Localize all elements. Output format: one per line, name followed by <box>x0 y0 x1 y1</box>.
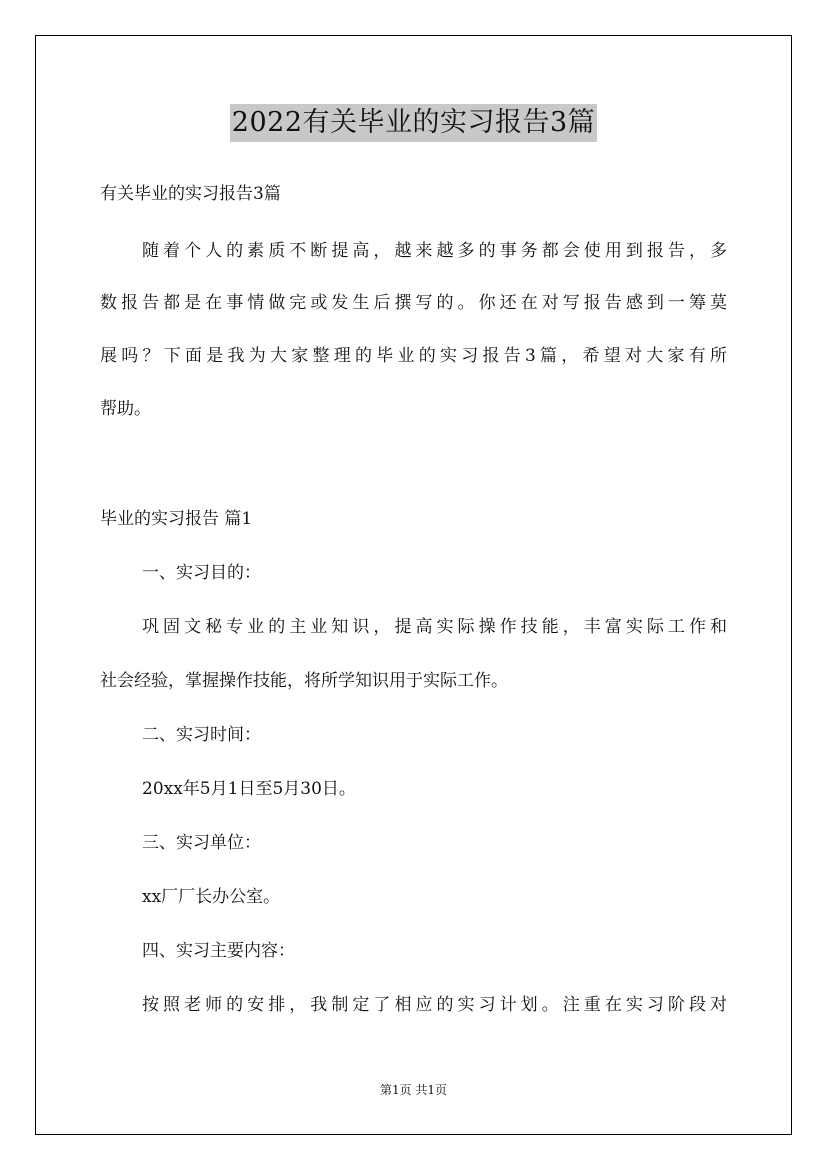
content-heading: 四、实习主要内容： <box>142 941 295 961</box>
intro-line-3: 展吗？下面是我为大家整理的毕业的实习报告3篇，希望对大家有所 <box>100 346 727 366</box>
purpose-line-1: 巩固文秘专业的主业知识，提高实际操作技能，丰富实际工作和 <box>142 617 727 637</box>
intro-line-1: 随着个人的素质不断提高，越来越多的事务都会使用到报告，多 <box>142 241 727 261</box>
time-heading: 二、实习时间： <box>142 725 261 745</box>
title-container <box>0 104 827 142</box>
intro-line-2: 数报告都是在事情做完或发生后撰写的。你还在对写报告感到一筹莫 <box>100 293 727 313</box>
content-line-1: 按照老师的安排，我制定了相应的实习计划。注重在实习阶段对 <box>142 995 727 1015</box>
intro-line-4: 帮助。 <box>100 399 151 419</box>
page-footer: 第1页 共1页 <box>379 1083 448 1097</box>
document-subtitle: 有关毕业的实习报告3篇 <box>100 184 281 204</box>
time-text: 20xx年5月1日至5月30日。 <box>142 779 356 799</box>
purpose-heading: 一、实习目的： <box>142 563 261 583</box>
unit-heading: 三、实习单位： <box>142 833 261 853</box>
unit-text: xx厂厂长办公室。 <box>142 887 281 907</box>
purpose-line-2: 社会经验，掌握操作技能，将所学知识用于实际工作。 <box>100 671 508 691</box>
document-title: 2022有关毕业的实习报告3篇 <box>230 104 597 142</box>
section-heading: 毕业的实习报告 篇1 <box>100 509 253 529</box>
